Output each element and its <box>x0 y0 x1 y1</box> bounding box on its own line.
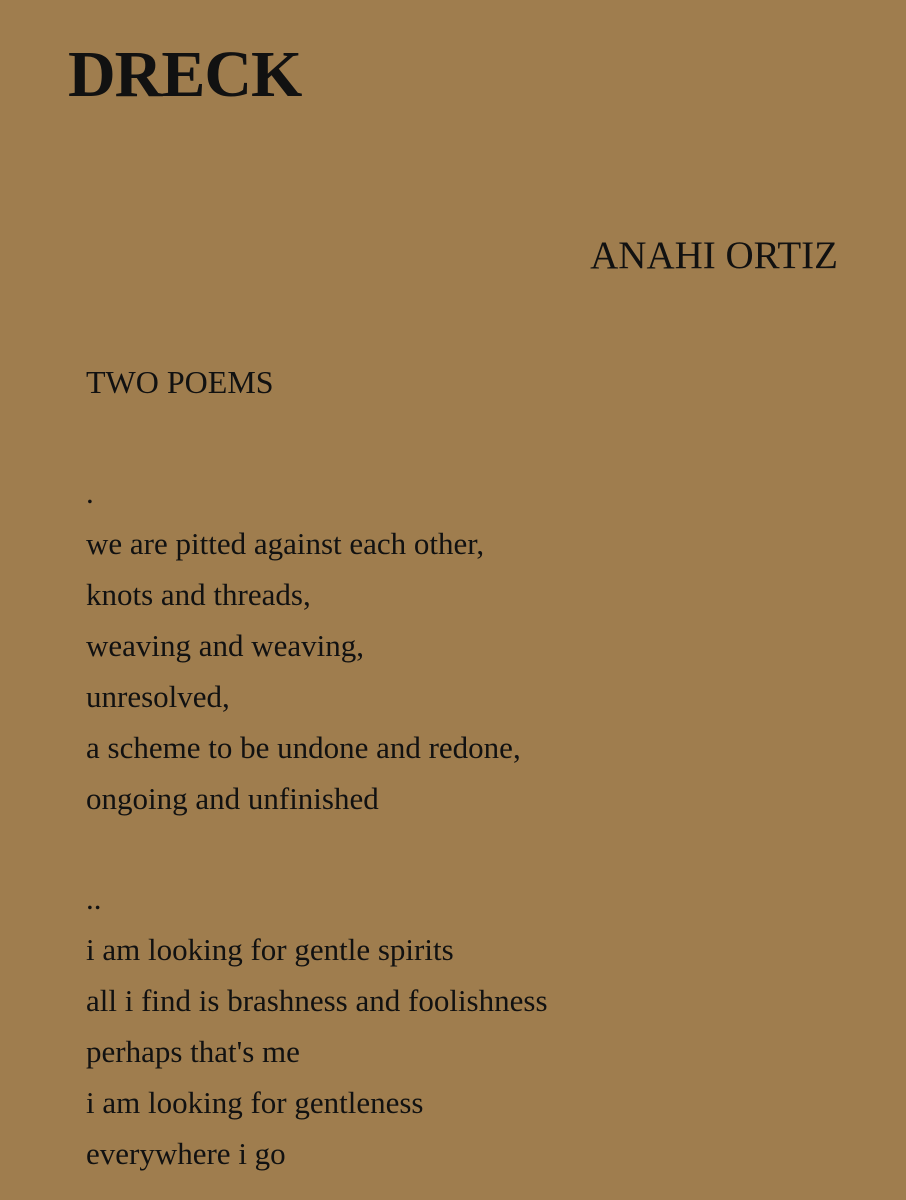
poem-line: all i find is brashness and foolishness <box>86 983 548 1018</box>
poem-line: unresolved, <box>86 679 230 714</box>
poem-line: i am looking for gentleness <box>86 1085 424 1120</box>
poem-one <box>86 467 521 824</box>
poem-line: we are pitted against each other, <box>86 526 485 561</box>
poem-two <box>86 873 548 1179</box>
poem-marker: .. <box>86 881 102 916</box>
poem-marker: . <box>86 475 94 510</box>
poem-line: everywhere i go <box>86 1136 286 1171</box>
section-title: TWO POEMS <box>86 364 274 400</box>
poem-line: weaving and weaving, <box>86 628 365 663</box>
poem-line: ongoing and unfinished <box>86 781 379 816</box>
author-name: ANAHI ORTIZ <box>590 234 838 277</box>
poem-line: perhaps that's me <box>86 1034 300 1069</box>
poem-line: i am looking for gentle spirits <box>86 932 454 967</box>
masthead-title: DRECK <box>68 38 302 111</box>
poem-line: a scheme to be undone and redone, <box>86 730 521 765</box>
poem-line: knots and threads, <box>86 577 311 612</box>
